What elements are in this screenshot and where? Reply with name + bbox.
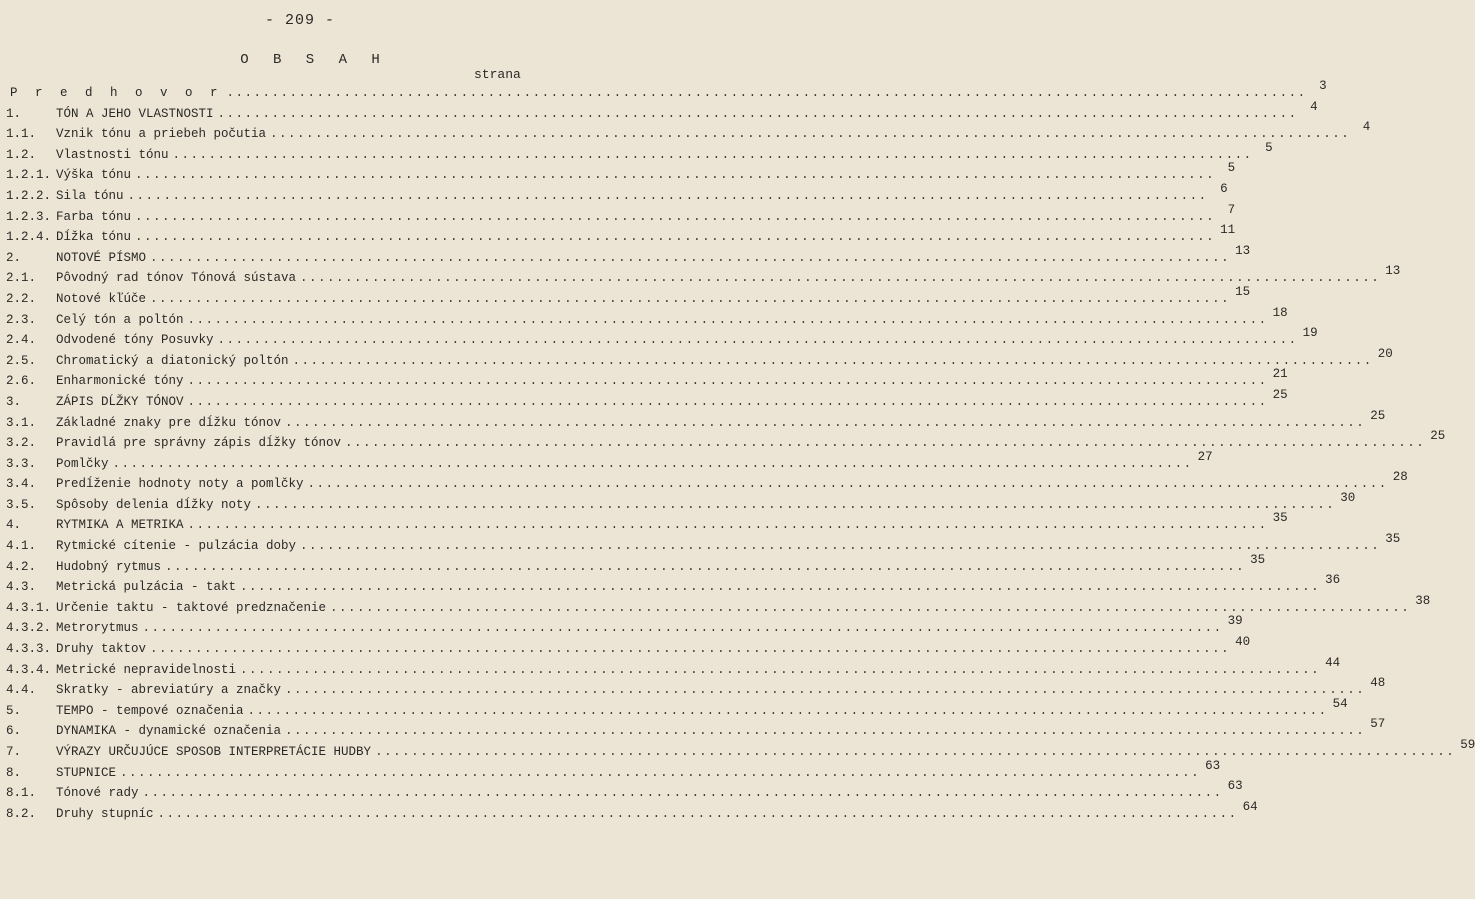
toc-leader-dots: ........................................................................................................................	[172, 147, 1253, 162]
toc-entry-number: 2.	[6, 250, 22, 265]
toc-entry-number: 6.	[6, 724, 22, 739]
toc-leader-dots: ........................................................................................................................	[165, 559, 1246, 574]
toc-leader-dots: ........................................................................................................................	[330, 600, 1411, 615]
toc-entry-title: Metrická pulzácia - takt	[56, 580, 237, 595]
toc-leader-dots: ........................................................................................................................	[255, 497, 1336, 512]
toc-entry	[6, 449, 1213, 478]
toc-entry-number: 2.3.	[6, 312, 37, 327]
toc-entry-number: 2.5.	[6, 353, 37, 368]
toc-entry-number: 5.	[6, 703, 22, 718]
toc-entry-page: 11	[1220, 223, 1236, 238]
toc-entry-title: Farba tónu	[56, 209, 132, 224]
toc-entry-page: 25	[1430, 429, 1446, 444]
toc-entry-title: Dĺžka tónu	[56, 230, 132, 245]
toc-entry-number: 1.2.4.	[6, 230, 52, 245]
toc-leader-dots: ........................................................................................................................	[345, 436, 1426, 451]
toc-entry-page: 64	[1242, 799, 1258, 814]
toc-entry-number: 4.3.1.	[6, 600, 52, 615]
toc-entry-number: 8.2.	[6, 806, 37, 821]
toc-entry	[6, 326, 1318, 354]
toc-leader-dots: ........................................................................................................................	[300, 271, 1381, 286]
toc-entry-title: DYNAMIKA - dynamické označenia	[56, 724, 282, 739]
toc-entry-page: 18	[1272, 305, 1288, 320]
toc-entry-page: 28	[1392, 470, 1408, 485]
toc-entry-number: 8.1.	[6, 786, 37, 801]
toc-entry-number: 1.2.1.	[6, 168, 52, 183]
toc-entry-title: Notové kľúče	[56, 291, 147, 306]
toc-entry	[6, 552, 1266, 581]
toc-entry-number: 4.3.4.	[6, 662, 52, 677]
toc-leader-dots: ........................................................................................................................	[135, 168, 1216, 183]
toc-entry-page: 3	[1319, 79, 1327, 93]
toc-leader-dots: ........................................................................................................................	[217, 106, 1298, 121]
toc-entry-page: 48	[1370, 676, 1386, 691]
toc-entry-number: 4.2.	[6, 559, 37, 574]
toc-entry	[6, 490, 1356, 519]
toc-entry	[6, 161, 1236, 189]
toc-entry	[6, 635, 1251, 663]
toc-entry	[6, 120, 1371, 148]
toc-entry-title: RYTMIKA A METRIKA	[56, 518, 184, 533]
toc-leader-dots: ........................................................................................................................	[375, 745, 1456, 759]
toc-entry-number: 3.1.	[6, 415, 37, 430]
toc-entry-title: Tónové rady	[56, 786, 139, 801]
toc-entry-title: Vznik tónu a priebeh počutia	[56, 127, 267, 142]
toc-entry	[6, 408, 1386, 437]
toc-entry-title: P r e d h o v o r	[10, 86, 223, 100]
toc-entry-number: 4.3.	[6, 580, 37, 595]
toc-entry-title: Celý tón a poltón	[56, 312, 184, 327]
toc-entry-title: Metrorytmus	[56, 621, 139, 636]
toc-entry-page: 19	[1302, 326, 1318, 341]
toc-entry-page: 63	[1227, 779, 1243, 794]
toc-entry-page: 7	[1227, 202, 1236, 217]
toc-entry-number: 2.2.	[6, 291, 37, 306]
toc-entry-title: Metrické nepravidelnosti	[56, 662, 237, 677]
toc-entry-title: Určenie taktu - taktové predznačenie	[56, 600, 327, 615]
toc-leader-dots: ........................................................................................................................	[150, 250, 1231, 265]
toc-entry	[6, 717, 1386, 745]
toc-leader-dots: ........................................................................................................................	[307, 477, 1388, 492]
toc-entry-number: 1.	[6, 106, 22, 121]
toc-entry-title: VÝRAZY URČUJÚCE SPOSOB INTERPRETÁCIE HUDBY	[56, 745, 372, 759]
toc-leader-dots: ........................................................................................................................	[247, 703, 1328, 718]
toc-entry	[6, 511, 1288, 539]
toc-entry	[6, 614, 1243, 642]
toc-entry	[6, 696, 1348, 725]
toc-entry	[6, 655, 1341, 684]
toc-entry-page: 44	[1325, 655, 1341, 670]
toc-entry-page: 13	[1235, 243, 1251, 258]
toc-entry-title: Pôvodný rad tónov Tónová sústava	[56, 271, 297, 286]
toc-leader-dots: ........................................................................................................................	[127, 188, 1208, 203]
toc-entry	[6, 140, 1273, 169]
toc-entry-number: 1.1.	[6, 127, 37, 142]
toc-entry-title: ZÁPIS DĹŽKY TÓNOV	[56, 394, 184, 409]
toc-entry-number: 3.3.	[6, 456, 37, 471]
toc-entry-title: Pomlčky	[56, 456, 109, 471]
toc-entry-page: 59	[1460, 738, 1475, 752]
toc-entry-page: 30	[1340, 490, 1356, 505]
toc-leader-dots: ........................................................................................................................	[112, 456, 1193, 471]
toc-entry-page: 15	[1235, 284, 1251, 299]
toc-leader-dots: ........................................................................................................................	[135, 230, 1216, 245]
toc-entry	[6, 799, 1258, 828]
page-column-header: strana	[474, 67, 521, 82]
page-title: O B S A H	[240, 52, 388, 68]
toc-entry-page: 21	[1272, 367, 1288, 382]
toc-entry	[6, 99, 1318, 128]
toc-entry-title: STUPNICE	[56, 765, 117, 780]
toc-leader-dots: ........................................................................................................................	[240, 662, 1321, 677]
toc-entry-title: TEMPO - tempové označenia	[56, 703, 244, 718]
toc-leader-dots: ........................................................................................................................	[142, 621, 1223, 636]
toc-entry-title: Enharmonické tóny	[56, 374, 184, 389]
toc-entry-title: NOTOVÉ PÍSMO	[56, 250, 147, 265]
toc-entry-number: 3.5.	[6, 497, 37, 512]
toc-entry-number: 1.2.	[6, 147, 37, 162]
toc-entry-page: 5	[1227, 161, 1236, 176]
toc-leader-dots: ........................................................................................................................	[150, 642, 1231, 657]
toc-entry	[6, 779, 1243, 807]
toc-entry	[6, 573, 1341, 601]
toc-entry-title: TÓN A JEHO VLASTNOSTI	[56, 106, 214, 121]
toc-leader-dots: ........................................................................................................................	[142, 786, 1223, 801]
toc-entry-number: 3.4.	[6, 477, 37, 492]
toc-leader-dots: ........................................................................................................................	[187, 312, 1268, 327]
toc-entry-page: 20	[1377, 346, 1393, 361]
toc-entry-number: 1.2.3.	[6, 209, 52, 224]
toc-entry-title: Základné znaky pre dĺžku tónov	[56, 415, 282, 430]
toc-entry-title: Výška tónu	[56, 168, 132, 183]
toc-entry-number: 4.3.2.	[6, 621, 52, 636]
toc-leader-dots: ........................................................................................................................	[226, 86, 1307, 100]
toc-leader-dots: ........................................................................................................................	[217, 333, 1298, 348]
toc-entry-number: 2.4.	[6, 333, 37, 348]
toc-entry-number: 1.2.2.	[6, 188, 52, 203]
toc-entry	[6, 181, 1228, 210]
toc-entry-page: 38	[1415, 593, 1431, 608]
page-number: - 209 -	[264, 12, 335, 29]
toc-entry	[6, 243, 1251, 272]
toc-entry-number: 8.	[6, 765, 22, 780]
toc-entry-page: 36	[1325, 573, 1341, 588]
toc-leader-dots: ........................................................................................................................	[187, 374, 1268, 389]
toc-entry-title: Odvodené tóny Posuvky	[56, 333, 214, 348]
toc-leader-dots: ........................................................................................................................	[187, 394, 1268, 409]
toc-entry-page: 25	[1370, 408, 1386, 423]
toc-entry-page: 54	[1332, 696, 1348, 711]
toc-entry-title: Spôsoby delenia dĺžky noty	[56, 497, 252, 512]
toc-entry-title: Druhy taktov	[56, 642, 147, 657]
toc-leader-dots: ........................................................................................................................	[120, 765, 1201, 780]
toc-entry-title: Skratky - abreviatúry a značky	[56, 683, 282, 698]
toc-entry-title: Hudobný rytmus	[56, 559, 162, 574]
toc-leader-dots: ........................................................................................................................	[270, 127, 1351, 142]
toc-entry-number: 4.1.	[6, 539, 37, 554]
toc-entry-page: 35	[1272, 511, 1288, 526]
toc-entry	[6, 305, 1288, 334]
toc-entry-number: 4.	[6, 518, 22, 533]
toc-leader-dots: ........................................................................................................................	[135, 209, 1216, 224]
toc-leader-dots: ........................................................................................................................	[187, 518, 1268, 533]
toc-leader-dots: ........................................................................................................................	[240, 580, 1321, 595]
toc-entry-title: Sila tónu	[56, 188, 124, 203]
toc-entry-title: Vlastnosti tónu	[56, 147, 169, 162]
toc-entry-number: 4.4.	[6, 683, 37, 698]
toc-entry-number: 2.6.	[6, 374, 37, 389]
toc-leader-dots: ........................................................................................................................	[150, 291, 1231, 306]
toc-leader-dots: ........................................................................................................................	[300, 539, 1381, 554]
toc-entry-number: 3.	[6, 394, 22, 409]
toc-entry-page: 25	[1272, 387, 1288, 402]
toc-entry-title: Chromatický a diatonický poltón	[56, 353, 289, 368]
toc-entry-page: 35	[1250, 552, 1266, 567]
toc-entry	[6, 387, 1288, 416]
toc-entry-title: Druhy stupníc	[56, 806, 154, 821]
toc-entry	[6, 79, 1327, 107]
toc-entry-number: 2.1.	[6, 271, 37, 286]
toc-entry-page: 5	[1265, 140, 1273, 155]
toc-entry-number: 4.3.3.	[6, 642, 52, 657]
toc-entry-title: Predĺženie hodnoty noty a pomlčky	[56, 477, 304, 492]
toc-entry-title: Pravidlá pre správny zápis dĺžky tónov	[56, 436, 342, 451]
toc-entry-page: 35	[1385, 532, 1401, 547]
toc-entry-page: 39	[1227, 614, 1243, 629]
toc-leader-dots: ........................................................................................................................	[285, 415, 1366, 430]
toc-leader-dots: ........................................................................................................................	[285, 724, 1366, 739]
toc-entry-number: 7.	[6, 745, 22, 759]
toc-entry-page: 27	[1197, 449, 1213, 464]
toc-entry	[6, 532, 1401, 560]
toc-entry-title: Rytmické cítenie - pulzácia doby	[56, 539, 297, 554]
toc-entry	[6, 223, 1236, 251]
toc-leader-dots: ........................................................................................................................	[292, 353, 1373, 368]
toc-entry	[6, 284, 1251, 313]
toc-entry-page: 13	[1385, 264, 1401, 279]
toc-entry-page: 63	[1205, 758, 1221, 773]
table-of-contents	[6, 79, 1475, 827]
toc-entry-number: 3.2.	[6, 436, 37, 451]
toc-entry-page: 57	[1370, 717, 1386, 732]
toc-entry-page: 4	[1310, 99, 1318, 114]
toc-entry	[6, 758, 1221, 787]
toc-leader-dots: ........................................................................................................................	[285, 683, 1366, 698]
toc-entry-page: 6	[1220, 181, 1228, 196]
toc-leader-dots: ........................................................................................................................	[157, 806, 1238, 821]
toc-entry-page: 4	[1362, 120, 1371, 135]
toc-entry-page: 40	[1235, 635, 1251, 650]
